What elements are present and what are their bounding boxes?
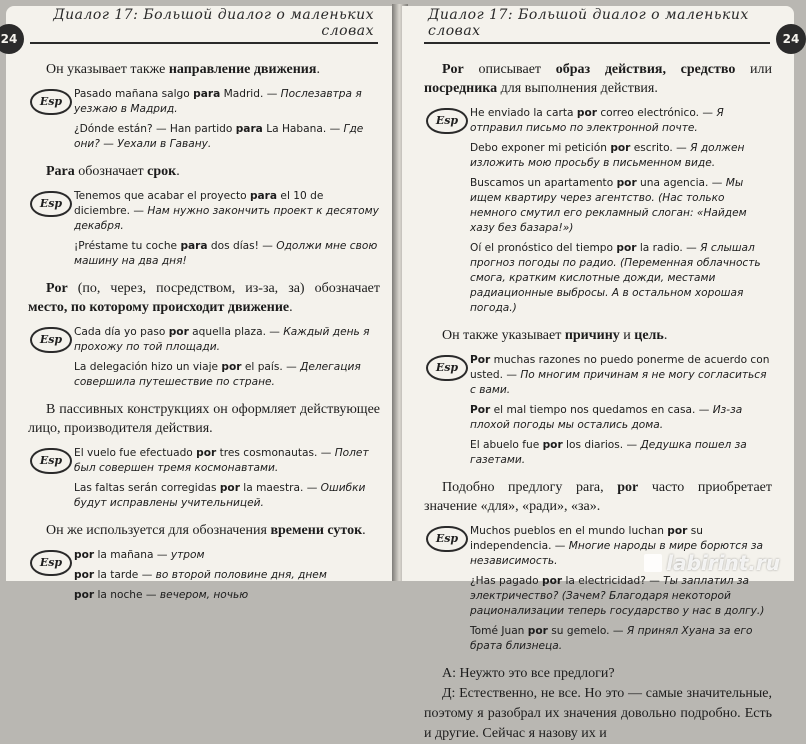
paragraph-passive: В пассивных конструкциях он оформляет действующее лицо, производителя действия. (28, 402, 380, 436)
example-block (424, 353, 772, 468)
example-line: Muchos pueblos en el mundo luchan por su independencia. — Многие народы в мире борются за независимость. (470, 525, 763, 567)
paragraph-direction: Он указывает также направление движения. (46, 62, 320, 77)
paragraph-srok: Para обозначает срок. (46, 164, 180, 179)
esp-badge-icon: Esp (30, 89, 72, 115)
example-block (28, 189, 380, 269)
watermark: labirint.ru (644, 551, 780, 575)
example-line: La delegación hizo un viaje por el país. — Делегация совершила путешествие по стране. (74, 361, 361, 388)
example-line: Oí el pronóstico del tiempo por la radio. — Я слышал прогноз погоды по радио. (Переменная облачность смога, кратким кислотные дожди, местами радиационные выбросы. А в остальном хорошая погода.) (470, 242, 761, 314)
left-header-title: Диалог 17: Большой диалог о маленьких словах (53, 7, 374, 39)
paragraph-time: Он же используется для обозначения времени суток. (46, 523, 366, 538)
example-line: He enviado la carta por correo electrónico. — Я отправил письмо по электронной почте. (470, 107, 724, 134)
example-block (28, 548, 380, 603)
example-line: Tomé Juan por su gemelo. — Я принял Хуана за его брата близнеца. (470, 625, 753, 652)
esp-badge-icon: Esp (426, 108, 468, 134)
example-line: ¿Dónde están? — Han partido para La Habana. — Где они? — Уехали в Гавану. (74, 123, 364, 150)
example-line: Tenemos que acabar el proyecto para el 10 de diciembre. — Нам нужно закончить проект к десятому декабря. (74, 190, 379, 232)
esp-badge-icon: Esp (426, 355, 468, 381)
example-line: Buscamos un apartamento por una agencia. — Мы ищем квартиру через агентство. (Нас только немного смутил его рекламный слоган: «Найдем хазу без базара!») (470, 177, 747, 234)
left-page-content (28, 54, 380, 613)
esp-badge-icon: Esp (426, 526, 468, 552)
dialog-line: А: Неужто это все предлоги? (442, 666, 615, 681)
right-page-content (424, 54, 772, 744)
esp-badge-icon: Esp (30, 327, 72, 353)
example-line: por la mañana — утром (74, 549, 205, 561)
example-line: Por muchas razones no puedo ponerme de acuerdo con usted. — По многим причинам я не могу согласиться с вами. (470, 354, 770, 396)
left-page-header (30, 7, 378, 44)
example-block (28, 446, 380, 511)
example-line: El abuelo fue por los diarios. — Дедушка пошел за газетами. (470, 439, 747, 466)
left-page (0, 6, 398, 601)
left-page-number: 24 (0, 24, 24, 54)
esp-badge-icon: Esp (30, 448, 72, 474)
esp-badge-icon: Esp (30, 550, 72, 576)
dialog-text (424, 664, 772, 744)
example-block (28, 87, 380, 152)
watermark-logo-icon (644, 554, 662, 572)
example-line: Las faltas serán corregidas por la maestra. — Ошибки будут исправлены учительницей. (74, 482, 366, 509)
right-page-number: 24 (776, 24, 806, 54)
paragraph-cause: Он также указывает причину и цель. (442, 328, 668, 343)
example-line: Por el mal tiempo nos quedamos en casa. — Из-за плохой погоды мы остались дома. (470, 404, 743, 431)
example-line: ¡Préstame tu coche para dos días! — Одолжи мне свою машину на два дня! (74, 240, 378, 267)
dialog-line: Д: Естественно, не все. Но это — самые значительные, поэтому я разобрал их значения довольно подробно. Есть и другие. Сейчас я назову их и (424, 686, 772, 741)
paragraph-manner: Por описывает образ действия, средство или посредника для выполнения действия. (424, 62, 772, 96)
example-line: por la noche — вечером, ночью (74, 589, 249, 601)
example-block (424, 524, 772, 654)
esp-badge-icon: Esp (30, 191, 72, 217)
example-line: Pasado mañana salgo para Madrid. — Послезавтра я уезжаю в Мадрид. (74, 88, 362, 115)
paragraph-por: Por (по, через, посредством, из-за, за) обозначает место, по которому происходит движение. (28, 281, 380, 315)
right-page (402, 6, 800, 741)
example-line: Cada día yo paso por aquella plaza. — Каждый день я прохожу по той площади. (74, 326, 370, 353)
example-line: por la tarde — во второй половине дня, днем (74, 569, 327, 581)
example-line: ¿Has pagado por la electricidad? — Ты заплатил за электричество? (Зачем? Благодаря некоторой рационализации теперь государство у нас в долгу.) (470, 575, 765, 617)
paragraph-similar: Подобно предлогу para, por часто приобретает значение «для», «ради», «за». (424, 480, 772, 514)
example-line: Debo exponer mi petición por escrito. — Я должен изложить мою просьбу в письменном виде. (470, 142, 745, 169)
right-header-title: Диалог 17: Большой диалог о маленьких словах (428, 7, 749, 39)
example-block (28, 325, 380, 390)
example-line: El vuelo fue efectuado por tres cosmonautas. — Полет был совершен тремя космонавтами. (74, 447, 369, 474)
right-page-header (424, 7, 770, 44)
example-block (424, 106, 772, 316)
